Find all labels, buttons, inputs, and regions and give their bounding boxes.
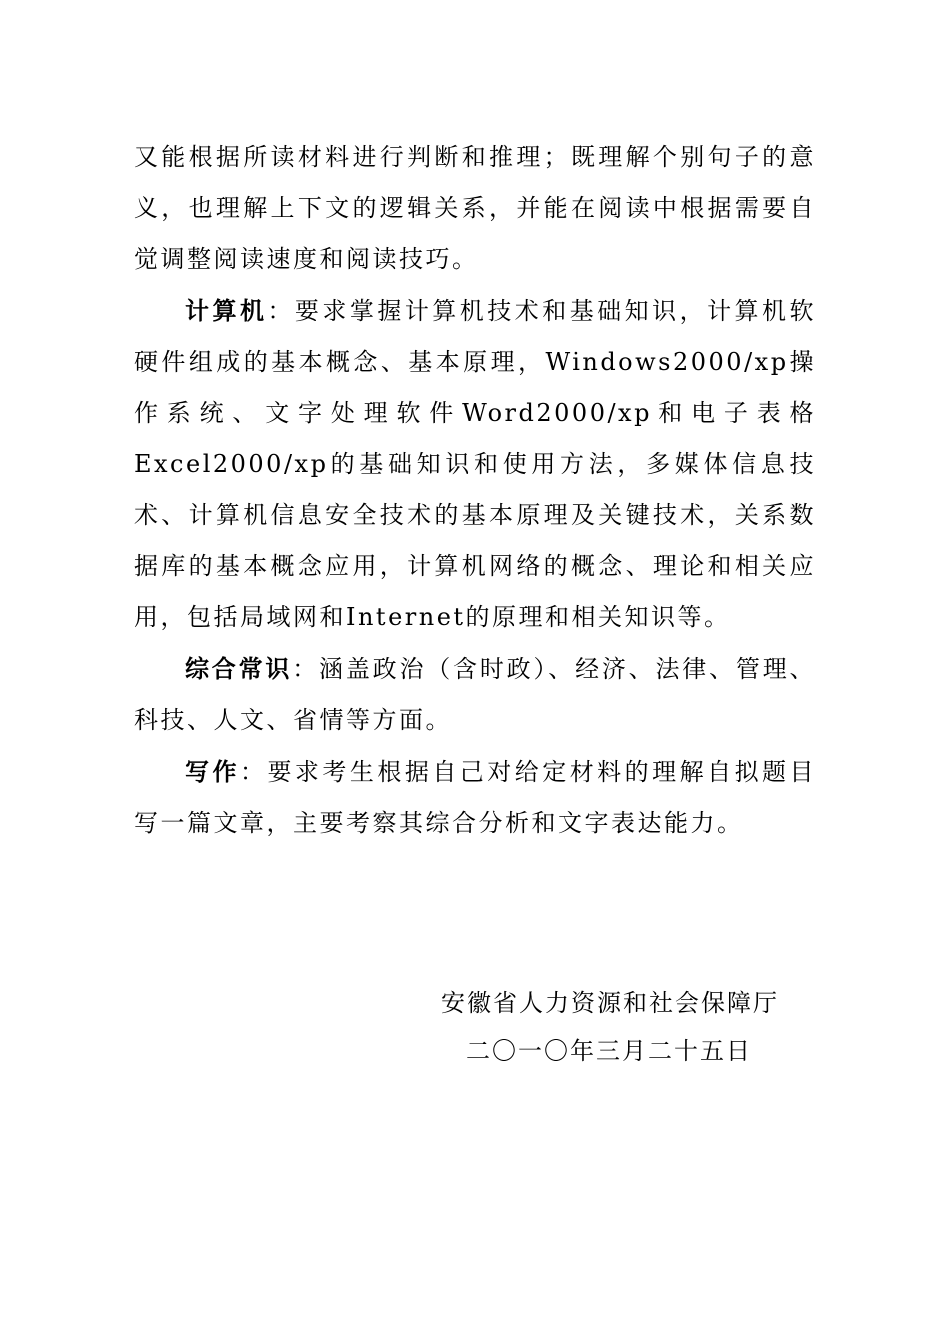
section-computer (134, 285, 816, 643)
section-separator: ： (239, 758, 268, 786)
section-term: 计算机 (185, 296, 268, 325)
document-body (134, 132, 816, 849)
continued-paragraph: 又能根据所读材料进行判断和推理；既理解个别句子的意义，也理解上下文的逻辑关系，并能在阅读中根据需要自觉调整阅读速度和阅读技巧。 (134, 143, 816, 273)
section-text: 要求考生根据自己对给定材料的理解自拟题目写一篇文章，主要考察其综合分析和文字表达能力。 (134, 758, 817, 837)
section-separator: ： (292, 655, 320, 683)
section-term: 综合常识 (185, 654, 293, 683)
section-text: 要求掌握计算机技术和基础知识，计算机软硬件组成的基本概念、基本原理，Windows2000/xp操作系统、文字处理软件Word2000/xp和电子表格Excel2000/xp的基础知识和使用方法，多媒体信息技术、计算机信息安全技术的基本原理及关键技术，关系数据库的基本概念应用，计算机网络的概念、理论和相关应用，包括局域网和Internet的原理和相关知识等。 (134, 297, 817, 631)
signature-organization: 安徽省人力资源和社会保障厅 (441, 989, 779, 1017)
section-text: 涵盖政治（含时政）、经济、法律、管理、科技、人文、省情等方面。 (134, 655, 817, 734)
section-separator: ： (267, 297, 295, 325)
section-general-knowledge (134, 643, 816, 746)
section-writing (134, 746, 816, 849)
section-term: 写作 (185, 757, 240, 786)
signature-date: 二〇一〇年三月二十五日 (466, 1037, 752, 1065)
